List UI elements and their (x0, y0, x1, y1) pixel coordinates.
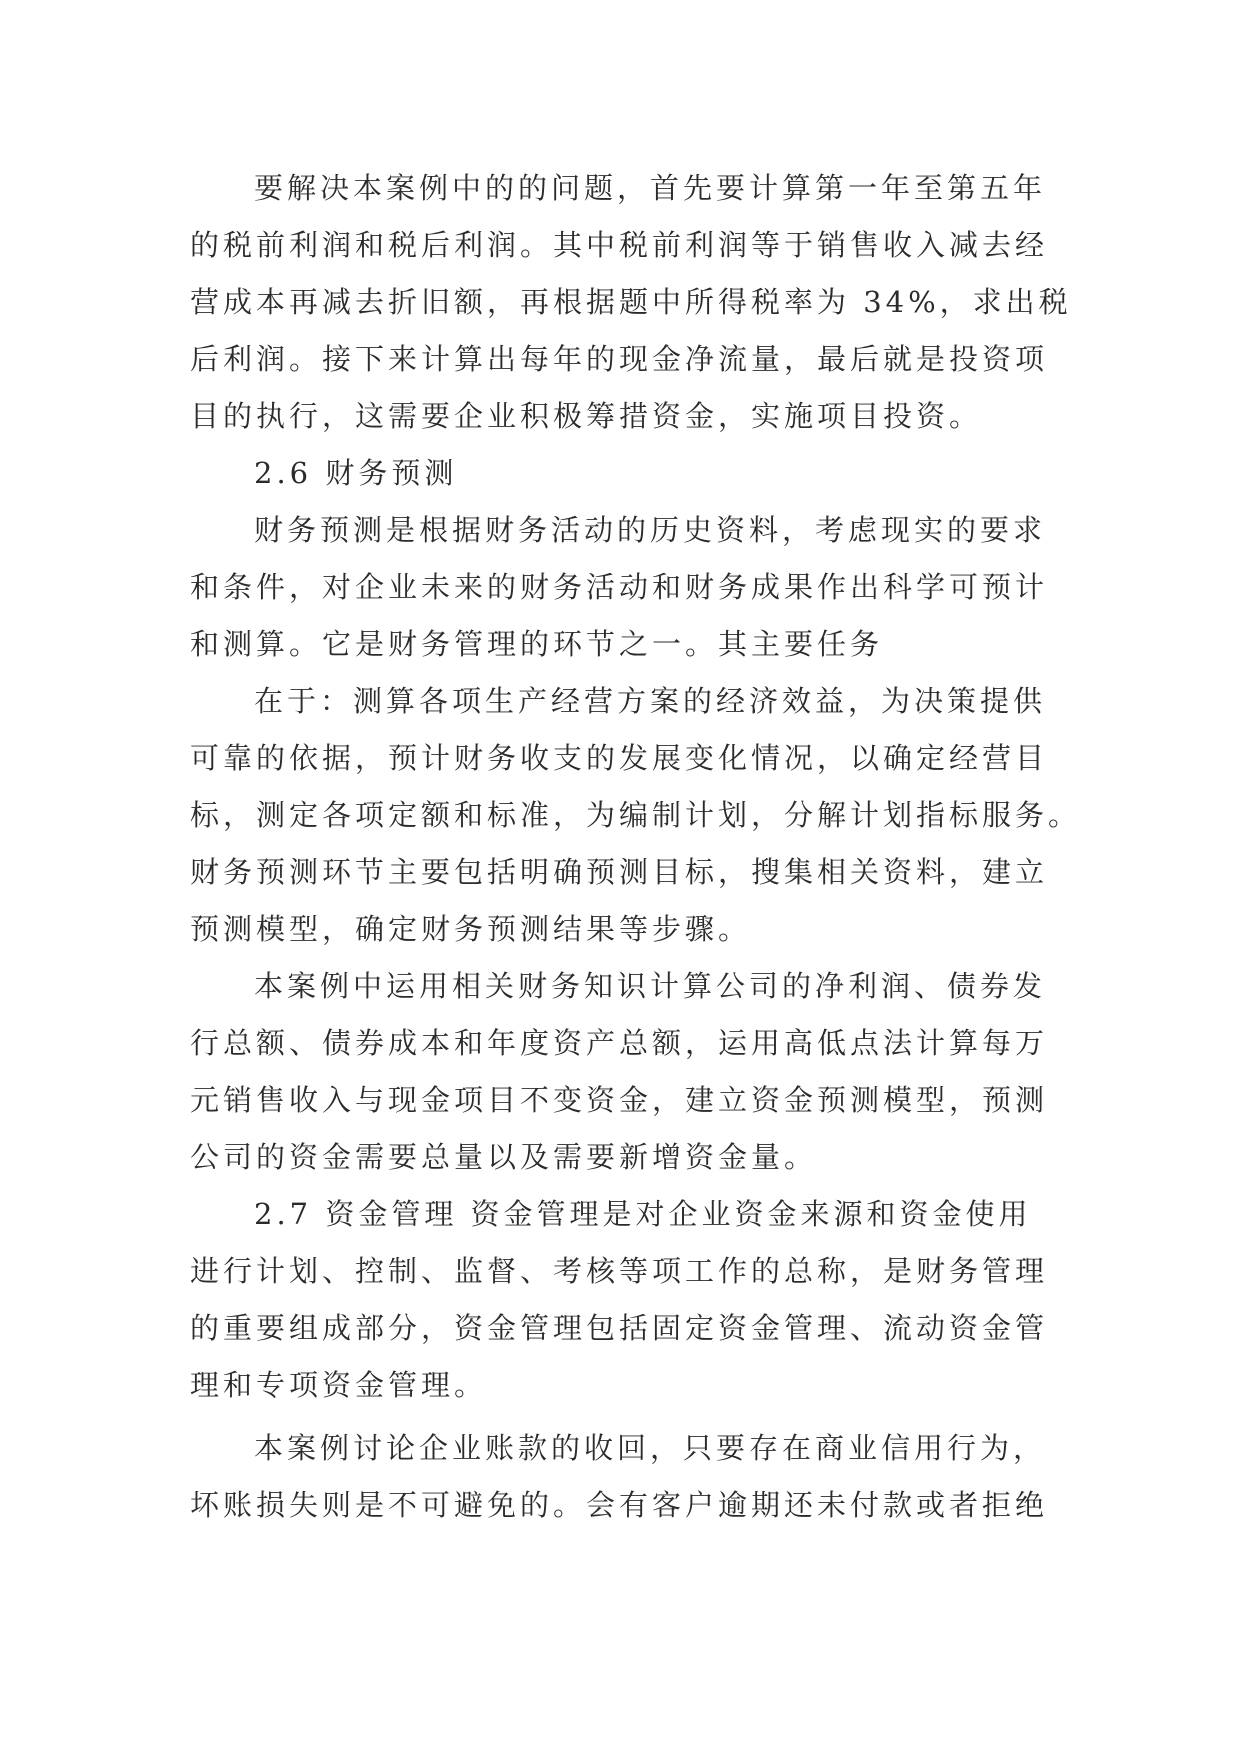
text-line: 财务预测环节主要包括明确预测目标，搜集相关资料，建立 (190, 855, 1049, 889)
text-line: 目的执行，这需要企业积极筹措资金，实施项目投资。 (190, 399, 983, 433)
text-line: 标，测定各项定额和标准，为编制计划，分解计划指标服务。 (190, 798, 1082, 832)
text-line: 坏账损失则是不可避免的。会有客户逾期还未付款或者拒绝 (190, 1488, 1049, 1522)
text-line: 可靠的依据，预计财务收支的发展变化情况，以确定经营目 (190, 741, 1049, 775)
text-line: 本案例中运用相关财务知识计算公司的净利润、债券发 (254, 969, 1047, 1003)
text-line: 行总额、债券成本和年度资产总额，运用高低点法计算每万 (190, 1026, 1049, 1060)
text-line: 的重要组成部分，资金管理包括固定资金管理、流动资金管 (190, 1311, 1049, 1345)
text-line: 营成本再减去折旧额，再根据题中所得税率为 34%，求出税 (190, 285, 1072, 319)
text-line: 财务预测是根据财务活动的历史资料，考虑现实的要求 (254, 513, 1047, 547)
section-heading: 2.6 财务预测 (254, 456, 458, 490)
section-heading: 2.7 资金管理 资金管理是对企业资金来源和资金使用 (254, 1197, 1032, 1231)
text-line: 本案例讨论企业账款的收回，只要存在商业信用行为， (254, 1431, 1047, 1465)
text-line: 理和专项资金管理。 (190, 1368, 488, 1402)
text-line: 公司的资金需要总量以及需要新增资金量。 (190, 1140, 818, 1174)
text-line: 进行计划、控制、监督、考核等项工作的总称，是财务管理 (190, 1254, 1049, 1288)
text-line: 预测模型，确定财务预测结果等步骤。 (190, 912, 752, 946)
text-line: 的税前利润和税后利润。其中税前利润等于销售收入减去经 (190, 228, 1049, 262)
text-line: 后利润。接下来计算出每年的现金净流量，最后就是投资项 (190, 342, 1049, 376)
text-line: 在于：测算各项生产经营方案的经济效益，为决策提供 (254, 684, 1047, 718)
text-line: 要解决本案例中的的问题，首先要计算第一年至第五年 (254, 171, 1047, 205)
text-line: 和条件，对企业未来的财务活动和财务成果作出科学可预计 (190, 570, 1049, 604)
text-line: 和测算。它是财务管理的环节之一。其主要任务 (190, 627, 884, 661)
text-line: 元销售收入与现金项目不变资金，建立资金预测模型，预测 (190, 1083, 1049, 1117)
document-body (190, 160, 1082, 1534)
